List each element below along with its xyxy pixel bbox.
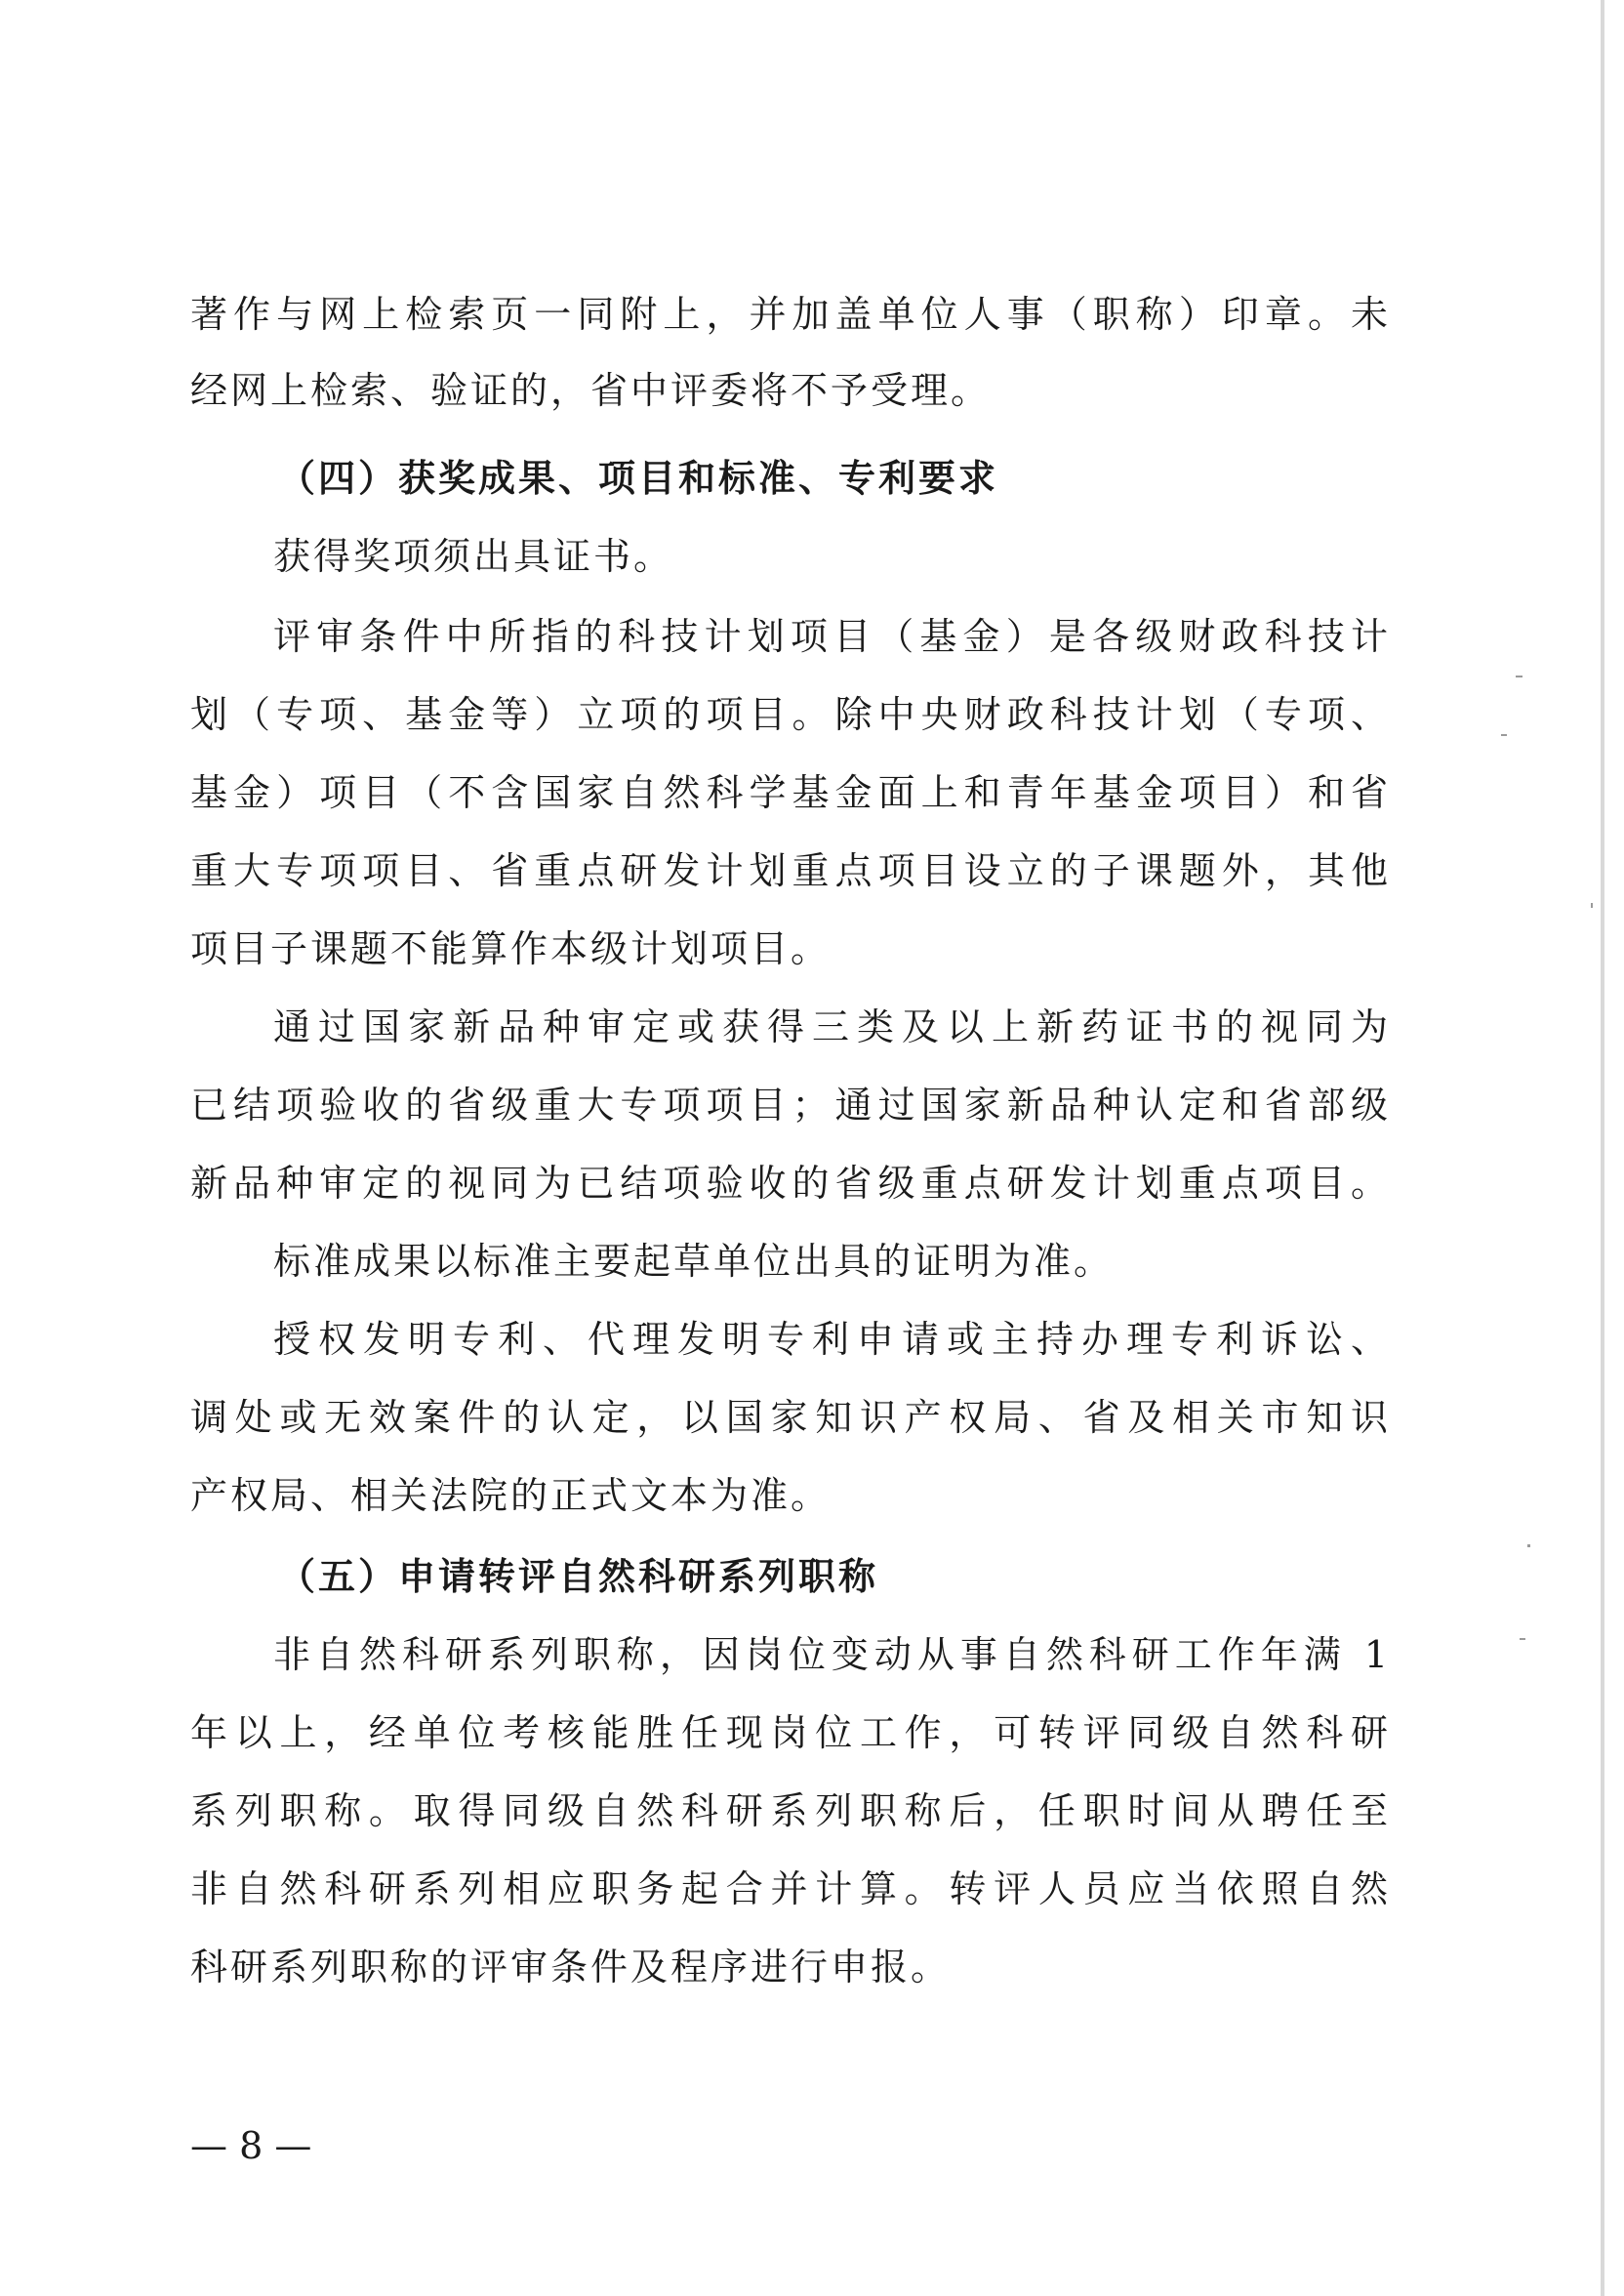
paragraph-line: 已结项验收的省级重大专项项目；通过国家新品种认定和省部级 — [190, 1084, 1391, 1127]
scan-edge-shadow — [1601, 0, 1604, 2296]
paragraph-line: 经网上检索、验证的，省中评委将不予受理。 — [190, 369, 992, 412]
paragraph-line: 非自然科研系列相应职务起合并计算。转评人员应当依照自然 — [190, 1867, 1391, 1910]
paragraph-line: 授权发明专利、代理发明专利申请或主持办理专利诉讼、 — [273, 1318, 1391, 1361]
paragraph-line: 获得奖项须出具证书。 — [273, 535, 674, 578]
paragraph-line: 著作与网上检索页一同附上，并加盖单位人事（职称）印章。未 — [190, 293, 1391, 336]
paragraph-line: 划（专项、基金等）立项的项目。除中央财政科技计划（专项、 — [190, 693, 1391, 736]
paragraph-line: 重大专项项目、省重点研发计划重点项目设立的子课题外，其他 — [190, 849, 1391, 892]
paragraph-line: 系列职称。取得同级自然科研系列职称后，任职时间从聘任至 — [190, 1789, 1391, 1832]
section-heading-4: （四）获奖成果、项目和标准、专利要求 — [278, 457, 999, 500]
paragraph-line: 评审条件中所指的科技计划项目（基金）是各级财政科技计 — [273, 615, 1391, 658]
page-number: — 8 — — [190, 2124, 312, 2167]
scan-speck — [1501, 734, 1507, 736]
scan-speck — [1516, 676, 1522, 677]
paragraph-line: 科研系列职称的评审条件及程序进行申报。 — [190, 1946, 952, 1988]
scan-speck — [1520, 1638, 1525, 1640]
paragraph-line: 调处或无效案件的认定，以国家知识产权局、省及相关市知识 — [190, 1396, 1391, 1439]
paragraph-line: 新品种审定的视同为已结项验收的省级重点研发计划重点项目。 — [190, 1162, 1391, 1205]
paragraph-line: 产权局、相关法院的正式文本为准。 — [190, 1474, 832, 1517]
section-heading-5: （五）申请转评自然科研系列职称 — [278, 1555, 879, 1598]
scan-speck — [1591, 903, 1593, 908]
paragraph-line: 非自然科研系列职称，因岗位变动从事自然科研工作年满 1 — [273, 1633, 1391, 1676]
paragraph-line: 基金）项目（不含国家自然科学基金面上和青年基金项目）和省 — [190, 771, 1391, 814]
scan-speck — [1527, 1544, 1530, 1547]
paragraph-line: 项目子课题不能算作本级计划项目。 — [190, 927, 832, 970]
paragraph-line: 年以上，经单位考核能胜任现岗位工作，可转评同级自然科研 — [190, 1711, 1391, 1754]
paragraph-line: 标准成果以标准主要起草单位出具的证明为准。 — [273, 1240, 1115, 1283]
paragraph-line: 通过国家新品种审定或获得三类及以上新药证书的视同为 — [273, 1005, 1391, 1048]
